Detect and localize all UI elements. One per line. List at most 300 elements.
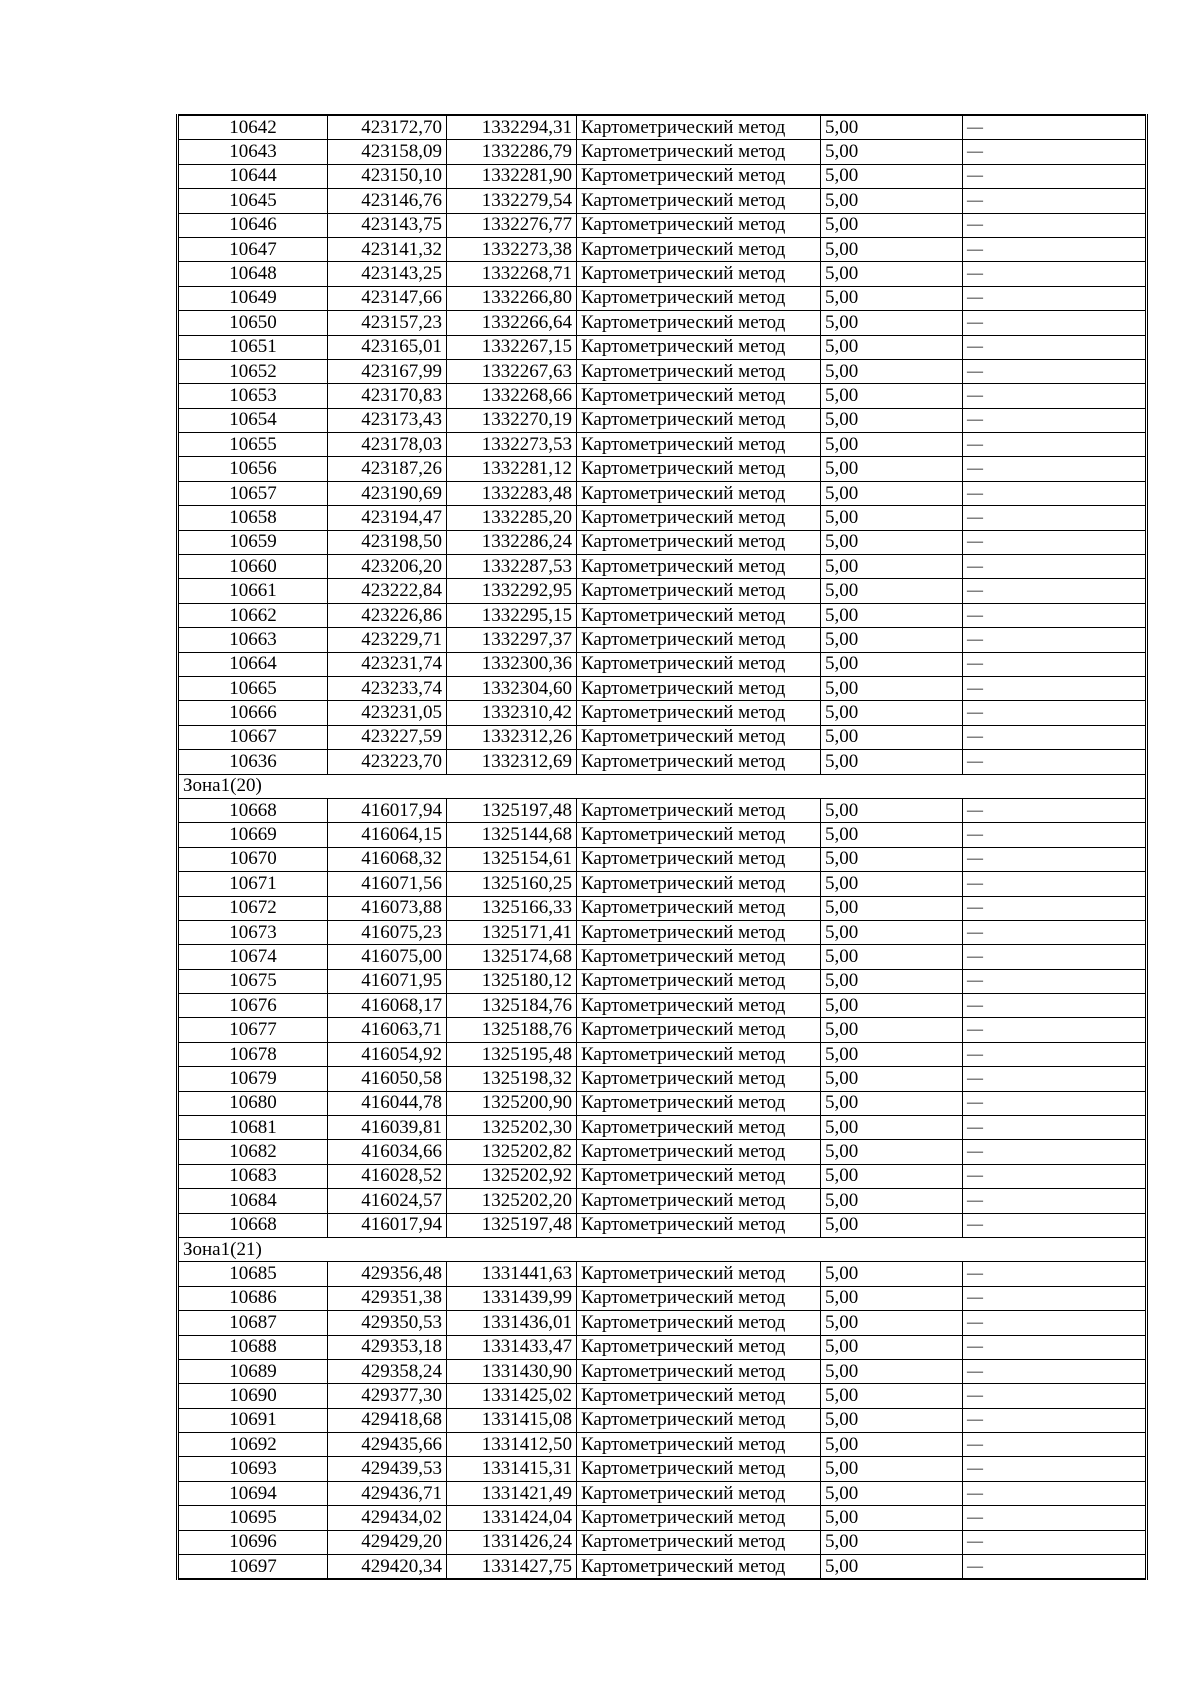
y-coordinate-cell: 1332286,24 [447,530,577,554]
point-number-cell: 10665 [178,676,328,700]
accuracy-cell: 5,00 [821,1286,963,1310]
accuracy-cell: 5,00 [821,1116,963,1140]
description-cell: — [963,1286,1147,1310]
table-row [178,676,1147,700]
description-cell: — [963,1042,1147,1066]
x-coordinate-cell: 423173,43 [328,408,447,432]
y-coordinate-cell: 1332285,20 [447,506,577,530]
y-coordinate-cell: 1325144,68 [447,823,577,847]
x-coordinate-cell: 423178,03 [328,433,447,457]
description-cell: — [963,823,1147,847]
description-cell: — [963,676,1147,700]
table-row [178,237,1147,261]
point-number-cell: 10679 [178,1067,328,1091]
description-cell: — [963,359,1147,383]
table-row [178,798,1147,822]
y-coordinate-cell: 1332300,36 [447,652,577,676]
point-number-cell: 10667 [178,725,328,749]
zone-header-row [178,774,1147,798]
table-row [178,115,1147,140]
method-cell: Картометрический метод [577,335,821,359]
point-number-cell: 10658 [178,506,328,530]
x-coordinate-cell: 416075,23 [328,920,447,944]
y-coordinate-cell: 1325202,82 [447,1140,577,1164]
method-cell: Картометрический метод [577,530,821,554]
x-coordinate-cell: 429351,38 [328,1286,447,1310]
accuracy-cell: 5,00 [821,1433,963,1457]
description-cell: — [963,1530,1147,1554]
table-row [178,164,1147,188]
x-coordinate-cell: 416071,95 [328,969,447,993]
x-coordinate-cell: 423157,23 [328,311,447,335]
table-row [178,847,1147,871]
y-coordinate-cell: 1332279,54 [447,189,577,213]
table-row [178,140,1147,164]
y-coordinate-cell: 1325180,12 [447,969,577,993]
accuracy-cell: 5,00 [821,1091,963,1115]
description-cell: — [963,481,1147,505]
table-row [178,1359,1147,1383]
description-cell: — [963,555,1147,579]
description-cell: — [963,945,1147,969]
table-row [178,579,1147,603]
accuracy-cell: 5,00 [821,725,963,749]
point-number-cell: 10664 [178,652,328,676]
method-cell: Картометрический метод [577,823,821,847]
y-coordinate-cell: 1332281,90 [447,164,577,188]
x-coordinate-cell: 416068,17 [328,994,447,1018]
x-coordinate-cell: 416071,56 [328,872,447,896]
point-number-cell: 10669 [178,823,328,847]
point-number-cell: 10655 [178,433,328,457]
table-row [178,506,1147,530]
table-row [178,701,1147,725]
accuracy-cell: 5,00 [821,969,963,993]
method-cell: Картометрический метод [577,701,821,725]
description-cell: — [963,994,1147,1018]
method-cell: Картометрический метод [577,750,821,774]
y-coordinate-cell: 1331412,50 [447,1433,577,1457]
accuracy-cell: 5,00 [821,823,963,847]
description-cell: — [963,725,1147,749]
x-coordinate-cell: 416028,52 [328,1164,447,1188]
accuracy-cell: 5,00 [821,506,963,530]
x-coordinate-cell: 429353,18 [328,1335,447,1359]
point-number-cell: 10688 [178,1335,328,1359]
y-coordinate-cell: 1325188,76 [447,1018,577,1042]
description-cell: — [963,1116,1147,1140]
point-number-cell: 10683 [178,1164,328,1188]
table-row [178,725,1147,749]
y-coordinate-cell: 1331430,90 [447,1359,577,1383]
point-number-cell: 10643 [178,140,328,164]
description-cell: — [963,1140,1147,1164]
accuracy-cell: 5,00 [821,872,963,896]
accuracy-cell: 5,00 [821,262,963,286]
x-coordinate-cell: 416054,92 [328,1042,447,1066]
table-row [178,1091,1147,1115]
table-row [178,1506,1147,1530]
table-row [178,1555,1147,1580]
description-cell: — [963,1359,1147,1383]
x-coordinate-cell: 423231,74 [328,652,447,676]
table-row [178,1335,1147,1359]
description-cell: — [963,1213,1147,1237]
accuracy-cell: 5,00 [821,1506,963,1530]
x-coordinate-cell: 423170,83 [328,384,447,408]
table-row [178,335,1147,359]
x-coordinate-cell: 423158,09 [328,140,447,164]
point-number-cell: 10651 [178,335,328,359]
accuracy-cell: 5,00 [821,384,963,408]
method-cell: Картометрический метод [577,115,821,140]
point-number-cell: 10685 [178,1262,328,1286]
accuracy-cell: 5,00 [821,457,963,481]
accuracy-cell: 5,00 [821,896,963,920]
method-cell: Картометрический метод [577,847,821,871]
description-cell: — [963,506,1147,530]
x-coordinate-cell: 416024,57 [328,1189,447,1213]
x-coordinate-cell: 423222,84 [328,579,447,603]
method-cell: Картометрический метод [577,1311,821,1335]
description-cell: — [963,408,1147,432]
point-number-cell: 10695 [178,1506,328,1530]
description-cell: — [963,1311,1147,1335]
table-row [178,750,1147,774]
table-row [178,945,1147,969]
table-row [178,994,1147,1018]
accuracy-cell: 5,00 [821,237,963,261]
method-cell: Картометрический метод [577,1116,821,1140]
x-coordinate-cell: 429350,53 [328,1311,447,1335]
description-cell: — [963,1091,1147,1115]
accuracy-cell: 5,00 [821,1164,963,1188]
description-cell: — [963,1189,1147,1213]
method-cell: Картометрический метод [577,945,821,969]
method-cell: Картометрический метод [577,1433,821,1457]
method-cell: Картометрический метод [577,1286,821,1310]
table-row [178,969,1147,993]
method-cell: Картометрический метод [577,311,821,335]
accuracy-cell: 5,00 [821,481,963,505]
method-cell: Картометрический метод [577,408,821,432]
description-cell: — [963,213,1147,237]
x-coordinate-cell: 423229,71 [328,628,447,652]
point-number-cell: 10684 [178,1189,328,1213]
x-coordinate-cell: 423143,75 [328,213,447,237]
y-coordinate-cell: 1332268,71 [447,262,577,286]
description-cell: — [963,1481,1147,1505]
accuracy-cell: 5,00 [821,433,963,457]
point-number-cell: 10682 [178,1140,328,1164]
method-cell: Картометрический метод [577,237,821,261]
table-row [178,1311,1147,1335]
y-coordinate-cell: 1325166,33 [447,896,577,920]
method-cell: Картометрический метод [577,1506,821,1530]
x-coordinate-cell: 429356,48 [328,1262,447,1286]
table-row [178,1433,1147,1457]
point-number-cell: 10680 [178,1091,328,1115]
description-cell: — [963,603,1147,627]
y-coordinate-cell: 1332276,77 [447,213,577,237]
description-cell: — [963,335,1147,359]
x-coordinate-cell: 423146,76 [328,189,447,213]
x-coordinate-cell: 416044,78 [328,1091,447,1115]
y-coordinate-cell: 1332297,37 [447,628,577,652]
x-coordinate-cell: 423141,32 [328,237,447,261]
accuracy-cell: 5,00 [821,750,963,774]
x-coordinate-cell: 416034,66 [328,1140,447,1164]
table-row [178,1067,1147,1091]
y-coordinate-cell: 1332312,26 [447,725,577,749]
table-row [178,872,1147,896]
accuracy-cell: 5,00 [821,213,963,237]
x-coordinate-cell: 423187,26 [328,457,447,481]
accuracy-cell: 5,00 [821,189,963,213]
point-number-cell: 10662 [178,603,328,627]
method-cell: Картометрический метод [577,359,821,383]
table-row [178,1384,1147,1408]
x-coordinate-cell: 429435,66 [328,1433,447,1457]
method-cell: Картометрический метод [577,994,821,1018]
table-row [178,1018,1147,1042]
x-coordinate-cell: 429377,30 [328,1384,447,1408]
method-cell: Картометрический метод [577,1140,821,1164]
accuracy-cell: 5,00 [821,335,963,359]
accuracy-cell: 5,00 [821,1042,963,1066]
x-coordinate-cell: 416068,32 [328,847,447,871]
accuracy-cell: 5,00 [821,286,963,310]
description-cell: — [963,140,1147,164]
method-cell: Картометрический метод [577,1042,821,1066]
method-cell: Картометрический метод [577,1018,821,1042]
method-cell: Картометрический метод [577,579,821,603]
x-coordinate-cell: 416017,94 [328,798,447,822]
x-coordinate-cell: 423167,99 [328,359,447,383]
method-cell: Картометрический метод [577,1262,821,1286]
y-coordinate-cell: 1332286,79 [447,140,577,164]
point-number-cell: 10644 [178,164,328,188]
x-coordinate-cell: 423190,69 [328,481,447,505]
method-cell: Картометрический метод [577,1555,821,1580]
y-coordinate-cell: 1325202,30 [447,1116,577,1140]
x-coordinate-cell: 416050,58 [328,1067,447,1091]
accuracy-cell: 5,00 [821,652,963,676]
x-coordinate-cell: 423172,70 [328,115,447,140]
description-cell: — [963,1433,1147,1457]
method-cell: Картометрический метод [577,1335,821,1359]
table-row [178,896,1147,920]
point-number-cell: 10673 [178,920,328,944]
table-row [178,311,1147,335]
x-coordinate-cell: 423226,86 [328,603,447,627]
table-row [178,652,1147,676]
table-row [178,286,1147,310]
y-coordinate-cell: 1325174,68 [447,945,577,969]
table-row [178,1213,1147,1237]
accuracy-cell: 5,00 [821,1408,963,1432]
y-coordinate-cell: 1332295,15 [447,603,577,627]
accuracy-cell: 5,00 [821,115,963,140]
accuracy-cell: 5,00 [821,945,963,969]
description-cell: — [963,1384,1147,1408]
x-coordinate-cell: 423143,25 [328,262,447,286]
point-number-cell: 10691 [178,1408,328,1432]
point-number-cell: 10697 [178,1555,328,1580]
description-cell: — [963,262,1147,286]
x-coordinate-cell: 423227,59 [328,725,447,749]
point-number-cell: 10694 [178,1481,328,1505]
x-coordinate-cell: 423231,05 [328,701,447,725]
method-cell: Картометрический метод [577,262,821,286]
x-coordinate-cell: 429436,71 [328,1481,447,1505]
accuracy-cell: 5,00 [821,920,963,944]
y-coordinate-cell: 1331425,02 [447,1384,577,1408]
description-cell: — [963,1457,1147,1481]
table-row [178,1408,1147,1432]
method-cell: Картометрический метод [577,1481,821,1505]
description-cell: — [963,969,1147,993]
zone-label: Зона1(20) [178,774,1147,798]
point-number-cell: 10696 [178,1530,328,1554]
table-row [178,1042,1147,1066]
point-number-cell: 10692 [178,1433,328,1457]
description-cell: — [963,1067,1147,1091]
description-cell: — [963,872,1147,896]
x-coordinate-cell: 416063,71 [328,1018,447,1042]
x-coordinate-cell: 416017,94 [328,1213,447,1237]
description-cell: — [963,457,1147,481]
table-row [178,433,1147,457]
table-row [178,384,1147,408]
y-coordinate-cell: 1331433,47 [447,1335,577,1359]
x-coordinate-cell: 423194,47 [328,506,447,530]
point-number-cell: 10670 [178,847,328,871]
y-coordinate-cell: 1325202,92 [447,1164,577,1188]
x-coordinate-cell: 423147,66 [328,286,447,310]
table-row [178,1116,1147,1140]
y-coordinate-cell: 1325197,48 [447,1213,577,1237]
x-coordinate-cell: 423165,01 [328,335,447,359]
point-number-cell: 10674 [178,945,328,969]
point-number-cell: 10677 [178,1018,328,1042]
point-number-cell: 10681 [178,1116,328,1140]
y-coordinate-cell: 1332273,38 [447,237,577,261]
accuracy-cell: 5,00 [821,1384,963,1408]
description-cell: — [963,433,1147,457]
x-coordinate-cell: 429358,24 [328,1359,447,1383]
table-row [178,1189,1147,1213]
description-cell: — [963,237,1147,261]
y-coordinate-cell: 1332310,42 [447,701,577,725]
accuracy-cell: 5,00 [821,1213,963,1237]
y-coordinate-cell: 1331421,49 [447,1481,577,1505]
x-coordinate-cell: 429418,68 [328,1408,447,1432]
method-cell: Картометрический метод [577,189,821,213]
method-cell: Картометрический метод [577,1091,821,1115]
zone-label: Зона1(21) [178,1237,1147,1261]
description-cell: — [963,1408,1147,1432]
method-cell: Картометрический метод [577,725,821,749]
description-cell: — [963,750,1147,774]
accuracy-cell: 5,00 [821,579,963,603]
y-coordinate-cell: 1325195,48 [447,1042,577,1066]
method-cell: Картометрический метод [577,555,821,579]
x-coordinate-cell: 429429,20 [328,1530,447,1554]
point-number-cell: 10689 [178,1359,328,1383]
y-coordinate-cell: 1331427,75 [447,1555,577,1580]
y-coordinate-cell: 1332267,63 [447,359,577,383]
description-cell: — [963,1018,1147,1042]
x-coordinate-cell: 423198,50 [328,530,447,554]
method-cell: Картометрический метод [577,1384,821,1408]
y-coordinate-cell: 1332268,66 [447,384,577,408]
method-cell: Картометрический метод [577,1164,821,1188]
y-coordinate-cell: 1331436,01 [447,1311,577,1335]
accuracy-cell: 5,00 [821,1555,963,1580]
table-row [178,1286,1147,1310]
x-coordinate-cell: 416039,81 [328,1116,447,1140]
y-coordinate-cell: 1325197,48 [447,798,577,822]
y-coordinate-cell: 1332266,64 [447,311,577,335]
x-coordinate-cell: 423233,74 [328,676,447,700]
description-cell: — [963,798,1147,822]
point-number-cell: 10693 [178,1457,328,1481]
y-coordinate-cell: 1325200,90 [447,1091,577,1115]
y-coordinate-cell: 1325160,25 [447,872,577,896]
accuracy-cell: 5,00 [821,1457,963,1481]
y-coordinate-cell: 1325202,20 [447,1189,577,1213]
x-coordinate-cell: 429434,02 [328,1506,447,1530]
point-number-cell: 10686 [178,1286,328,1310]
table-row [178,920,1147,944]
y-coordinate-cell: 1332287,53 [447,555,577,579]
x-coordinate-cell: 423206,20 [328,555,447,579]
y-coordinate-cell: 1331424,04 [447,1506,577,1530]
accuracy-cell: 5,00 [821,798,963,822]
point-number-cell: 10653 [178,384,328,408]
method-cell: Картометрический метод [577,213,821,237]
y-coordinate-cell: 1331439,99 [447,1286,577,1310]
description-cell: — [963,652,1147,676]
method-cell: Картометрический метод [577,676,821,700]
description-cell: — [963,1555,1147,1580]
description-cell: — [963,384,1147,408]
accuracy-cell: 5,00 [821,1481,963,1505]
method-cell: Картометрический метод [577,1408,821,1432]
method-cell: Картометрический метод [577,1067,821,1091]
table-row [178,457,1147,481]
x-coordinate-cell: 429420,34 [328,1555,447,1580]
accuracy-cell: 5,00 [821,311,963,335]
description-cell: — [963,189,1147,213]
x-coordinate-cell: 416064,15 [328,823,447,847]
accuracy-cell: 5,00 [821,1359,963,1383]
zone-header-row [178,1237,1147,1261]
x-coordinate-cell: 423223,70 [328,750,447,774]
method-cell: Картометрический метод [577,164,821,188]
y-coordinate-cell: 1332292,95 [447,579,577,603]
description-cell: — [963,311,1147,335]
method-cell: Картометрический метод [577,140,821,164]
accuracy-cell: 5,00 [821,140,963,164]
x-coordinate-cell: 416073,88 [328,896,447,920]
accuracy-cell: 5,00 [821,1140,963,1164]
y-coordinate-cell: 1332304,60 [447,676,577,700]
table-row [178,1262,1147,1286]
table-row [178,555,1147,579]
point-number-cell: 10646 [178,213,328,237]
